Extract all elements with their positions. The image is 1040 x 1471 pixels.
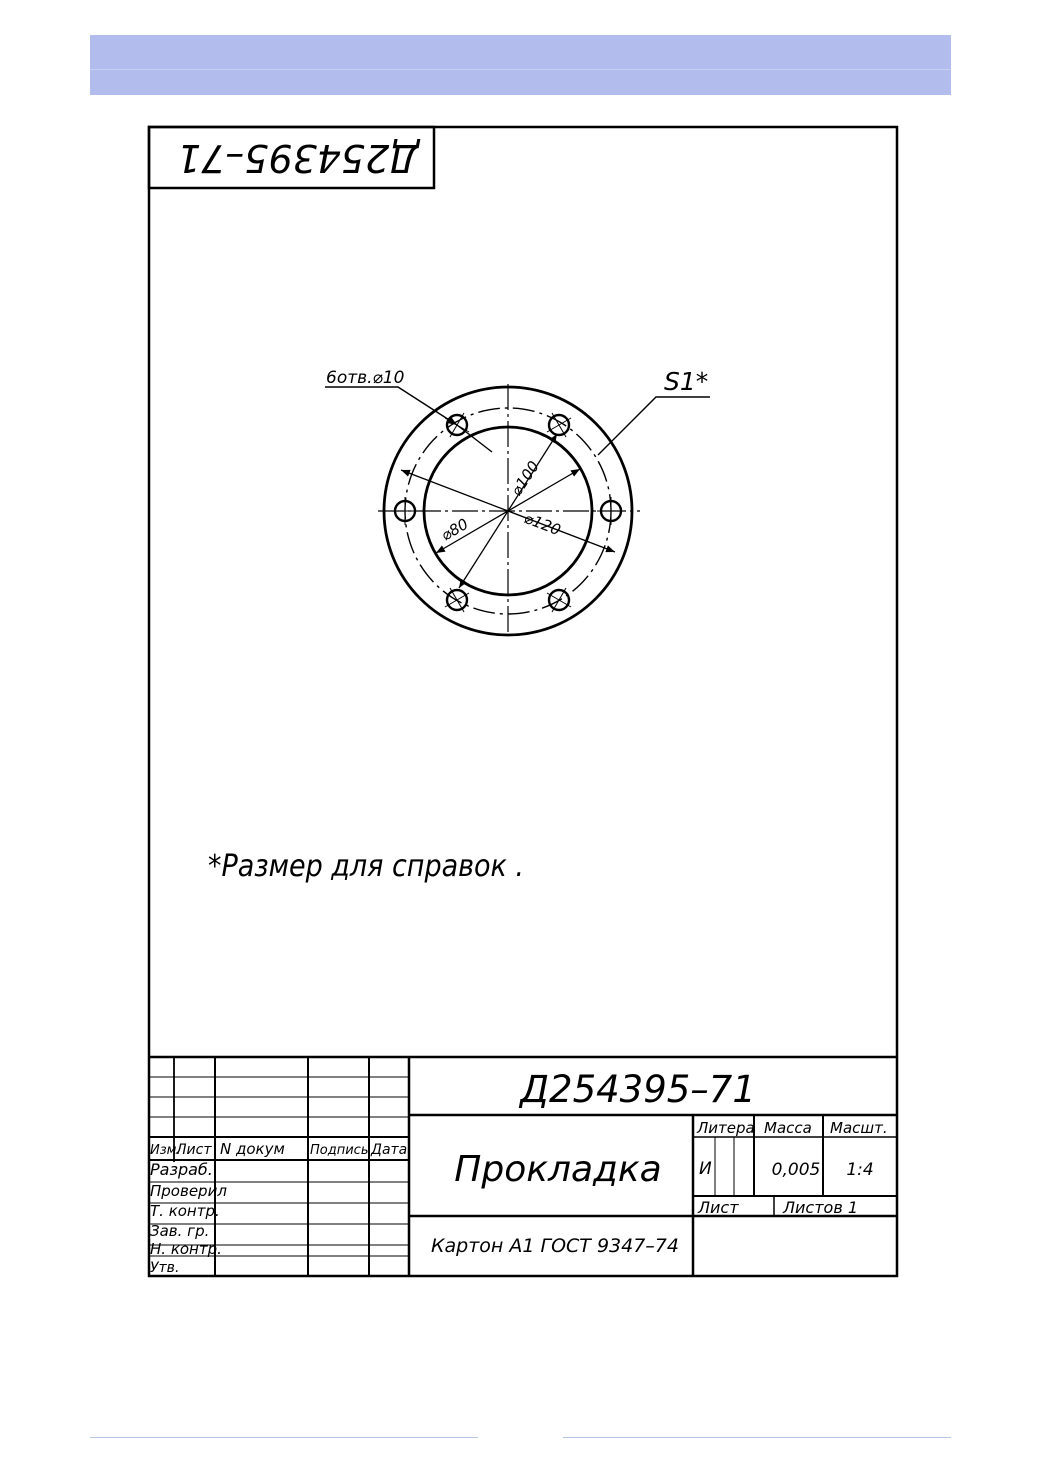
role-razrab: Разраб.: [150, 1160, 213, 1179]
role-zav-gr: Зав. гр.: [150, 1222, 210, 1240]
col-podpis: Подпись: [310, 1143, 369, 1158]
col-data: Дата: [371, 1142, 408, 1158]
list-label: Лист: [698, 1198, 739, 1217]
part-name: Прокладка: [454, 1149, 662, 1190]
material: Картон А1 ГОСТ 9347–74: [431, 1235, 679, 1257]
role-utv: Утв.: [150, 1260, 180, 1276]
reference-note: *Размер для справок .: [208, 848, 524, 884]
masshtab-value: 1:4: [846, 1160, 874, 1180]
col-list: Лист: [176, 1142, 212, 1158]
masshtab-label: Масшт.: [830, 1119, 888, 1137]
thickness-label: S1*: [664, 367, 709, 396]
role-n-kontr: Н. контр.: [150, 1240, 222, 1258]
role-t-kontr: Т. контр.: [150, 1202, 220, 1220]
role-proveril: Проверил: [150, 1182, 227, 1200]
listov-label: Листов 1: [783, 1198, 859, 1217]
gasket-view: [325, 384, 710, 636]
litera-value: И: [699, 1159, 712, 1179]
massa-label: Масса: [764, 1119, 812, 1137]
litera-label: Литера: [697, 1119, 755, 1137]
title-document-code: Д254395–71: [520, 1068, 756, 1111]
code-stamp-text: Д254395–71: [176, 136, 420, 180]
massa-value: 0,005: [771, 1160, 821, 1180]
holes-callout: 6отв.⌀10: [326, 368, 405, 388]
holes-leader: [325, 387, 457, 425]
diameter-120-label: ⌀120: [521, 508, 564, 540]
diameter-80-label: ⌀80: [438, 514, 472, 545]
col-n-dokum: N докум: [220, 1140, 285, 1158]
col-izm: Изм.: [150, 1143, 181, 1158]
diameter-100-label: ⌀100: [507, 457, 543, 500]
